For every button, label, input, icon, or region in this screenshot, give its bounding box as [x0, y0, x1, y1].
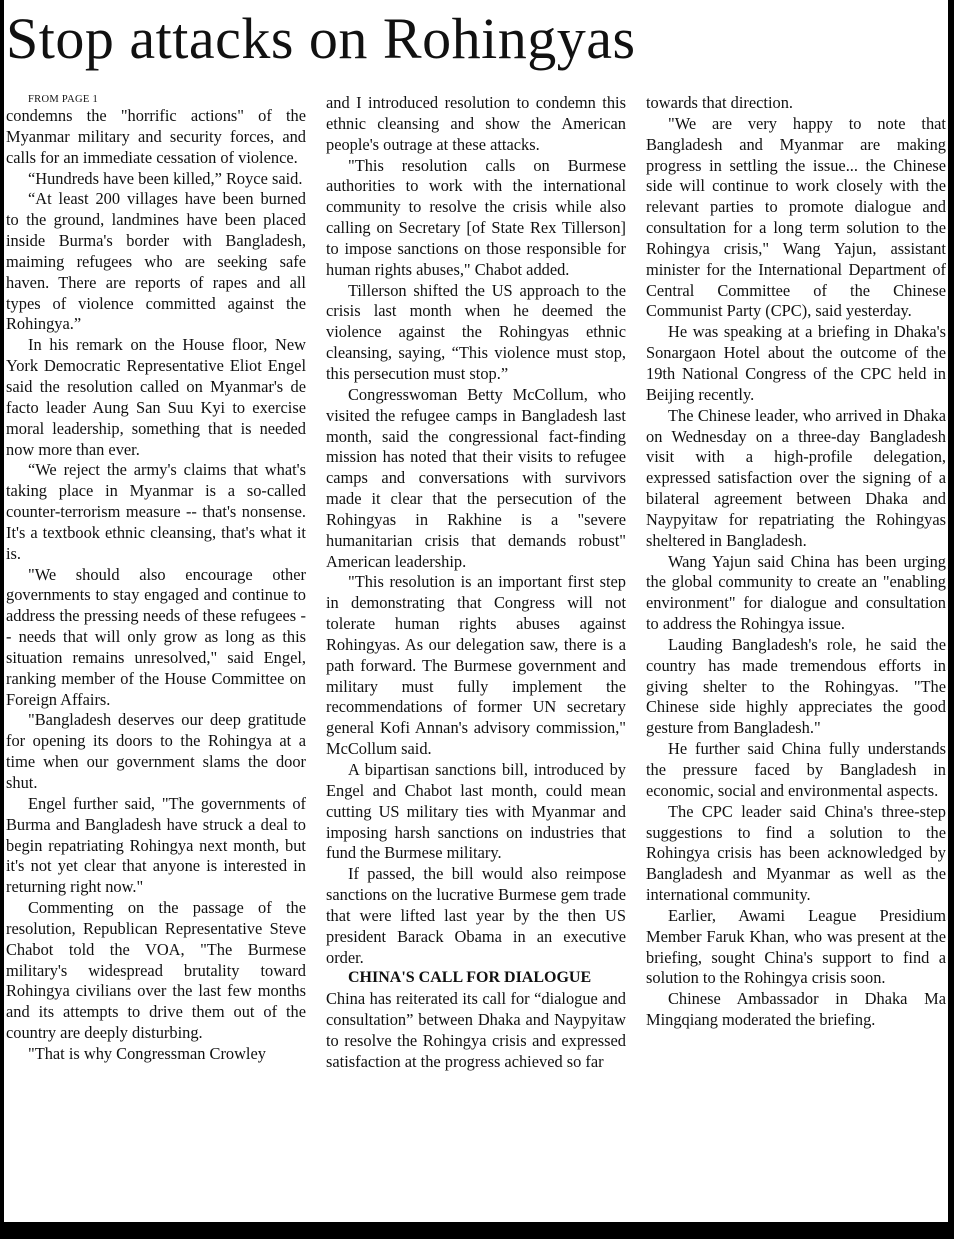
paragraph: and I introduced resolution to condemn this ethnic cleansing and show the American people's outrage at these attacks.: [326, 93, 626, 154]
paragraph: The CPC leader said China's three-step suggestions to find a solution to the Rohingya crisis has been acknowledged by Bangladesh and Myanmar as well as the international community.: [646, 801, 946, 905]
paragraph: "We should also encourage other governments to stay engaged and continue to address the pressing needs of these refugees -- needs that will only grow as long as this situation remains unresolved," said Engel, ranking member of the House Committee on Foreign Affairs.: [6, 564, 306, 709]
paragraph: “Hundreds have been killed,” Royce said.: [28, 168, 303, 188]
paragraph: A bipartisan sanctions bill, introduced by Engel and Chabot last month, could mean cutting US military ties with Myanmar and imposing harsh sanctions on industries that fund the Burmese military.: [326, 760, 626, 863]
section-subhead: CHINA'S CALL FOR DIALOGUE: [348, 969, 592, 987]
paragraph: China has reiterated its call for “dialogue and consultation” between Dhaka and Naypyitaw to resolve the Rohingya crisis and expressed satisfaction at the progress achieved so far: [326, 989, 626, 1071]
paragraph: Chinese Ambassador in Dhaka Ma Mingqiang moderated the briefing.: [646, 989, 946, 1030]
article-column-2: [326, 93, 626, 1073]
paragraph: "This resolution calls on Burmese authorities to work with the international community to resolve the crisis while also calling on Secretary [of State Rex Tillerson] to impose sanctions on those responsible for human rights abuses," Chabot added.: [326, 155, 626, 279]
from-page-label: FROM PAGE 1: [28, 94, 99, 105]
newspaper-page: [4, 0, 948, 1222]
paragraph: towards that direction.: [646, 93, 794, 112]
paragraph: “We reject the army's claims that what's taking place in Myanmar is a so-called counter-terrorism measure -- that's nonsense. It's a textbook ethnic cleansing, that's what it is.: [6, 460, 306, 563]
paragraph: "Bangladesh deserves our deep gratitude for opening its doors to the Rohingya at a time when our government slams the door shut.: [6, 710, 306, 792]
paragraph: "We are very happy to note that Bangladesh and Myanmar are making progress in settling the issue... the Chinese side will continue to work closely with the relevant parties to promote dialogue and consultation for a long term solution to the Rohingya crisis," Wang Yajun, assistant minister for the International Department of Central Committee of the Chinese Communist Party (CPC), said yesterday.: [646, 113, 946, 321]
paragraph: Commenting on the passage of the resolution, Republican Representative Steve Chabot told the VOA, "The Burmese military's widespread brutality toward Rohingya civilians over the last few months and its attempts to drive them out of the country are deeply disturbing.: [6, 898, 306, 1043]
paragraph: He further said China fully understands the pressure faced by Bangladesh in economic, social and environmental aspects.: [646, 739, 946, 800]
headline: Stop attacks on Rohingyas: [6, 6, 636, 71]
paragraph: In his remark on the House floor, New York Democratic Representative Eliot Engel said the resolution called on Myanmar's de facto leader Aung San Suu Kyi to exercise moral leadership, something that is needed now more than ever.: [6, 335, 306, 459]
article-column-1: [6, 93, 306, 1065]
paragraph: He was speaking at a briefing in Dhaka's Sonargaon Hotel about the outcome of the 19th National Congress of the CPC held in Beijing recently.: [646, 322, 946, 404]
paragraph: Wang Yajun said China has been urging the global community to create an "enabling environment" for dialogue and consultation to address the Rohingya issue.: [646, 551, 946, 634]
paragraph: "This resolution is an important first step in demonstrating that Congress will not tolerate human rights abuses against Rohingyas. As our delegation saw, there is a path forward. The Burmese government and military must fully implement the recommendations of former UN secretary general Kofi Annan's advisory commission," McCollum said.: [326, 572, 626, 759]
paragraph: Tillerson shifted the US approach to the crisis last month when he deemed the violence against the Rohingyas ethnic cleansing, saying, “This violence must stop, this persecution must stop.”: [326, 280, 626, 383]
paragraph: Lauding Bangladesh's role, he said the country has made tremendous efforts in giving shelter to the Rohingyas. "The Chinese side highly appreciates the good gesture from Bangladesh.": [646, 634, 946, 738]
article-column-3: [646, 93, 946, 1031]
paragraph: "That is why Congressman Crowley: [28, 1043, 266, 1063]
paragraph: Engel further said, "The governments of Burma and Bangladesh have struck a deal to begin repatriating Rohingya next month, but it's not yet clear that anyone is interested in returning right now.": [6, 793, 306, 897]
paragraph: “At least 200 villages have been burned to the ground, landmines have been placed inside Burma's border with Bangladesh, maiming refugees who are seeking safe haven. There are reports of rapes and all types of violence committed against the Rohingya.”: [6, 189, 306, 334]
paragraph: Earlier, Awami League Presidium Member Faruk Khan, who was present at the briefing, sought China's support to find a solution to the Rohingya crisis soon.: [646, 905, 946, 988]
paragraph: If passed, the bill would also reimpose sanctions on the lucrative Burmese gem trade that were lifted last year by the then US president Barack Obama in an executive order.: [326, 864, 626, 967]
paragraph: Congresswoman Betty McCollum, who visited the refugee camps in Bangladesh last month, said the congressional fact-finding mission has noted that their visits to refugee camps and conversations with survivors made it clear that the persecution of the Rohingyas in Rakhine is a "severe humanitarian crisis that demands robust" American leadership.: [326, 384, 626, 571]
paragraph: The Chinese leader, who arrived in Dhaka on Wednesday on a three-day Bangladesh visit with a high-profile delegation, expressed satisfaction over the signing of a bilateral agreement between Dhaka and Naypyitaw for repatriating the Rohingyas sheltered in Bangladesh.: [646, 405, 946, 550]
paragraph: condemns the "horrific actions" of the Myanmar military and security forces, and calls for an immediate cessation of violence.: [6, 106, 306, 167]
